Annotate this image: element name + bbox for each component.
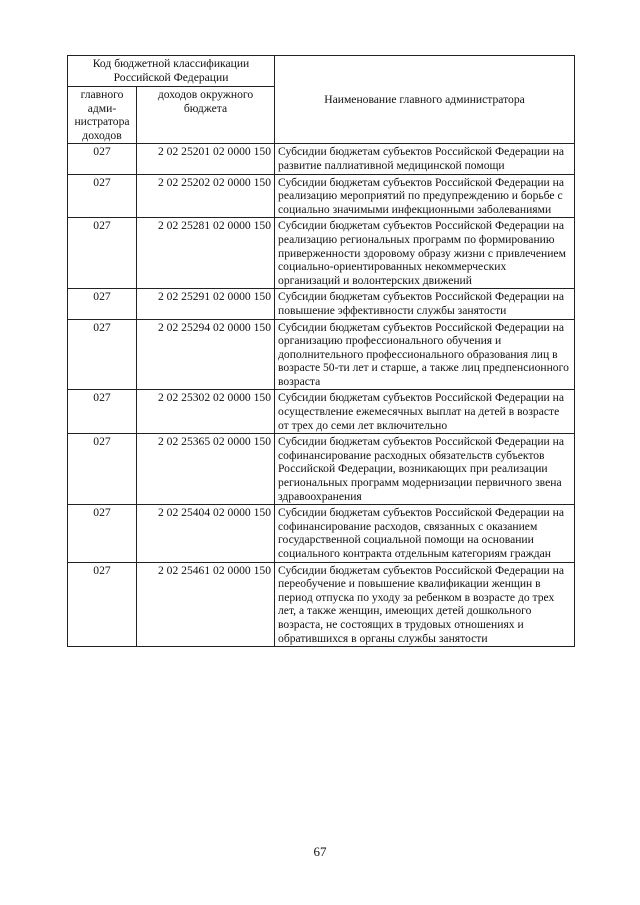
income-code-cell: 2 02 25294 02 0000 150 [137, 319, 275, 390]
table-row [68, 390, 575, 434]
income-code-cell: 2 02 25404 02 0000 150 [137, 505, 275, 562]
admin-code-cell: 027 [68, 434, 137, 505]
header-row-group [68, 56, 575, 87]
header-name-column: Наименование главного администратора [275, 56, 575, 144]
administrator-name-cell: Субсидии бюджетам субъектов Российской Федерации на реализацию региональных программ по формированию приверженности здоровому образу жизни с привлечением социально-ориентированных некоммерческих организаций и волонтерских движений [275, 218, 575, 289]
table-row [68, 144, 575, 174]
admin-code-cell: 027 [68, 319, 137, 390]
admin-code-cell: 027 [68, 218, 137, 289]
administrator-name-cell: Субсидии бюджетам субъектов Российской Федерации на повышение эффективности службы занятости [275, 289, 575, 319]
table-row [68, 319, 575, 390]
admin-code-cell: 027 [68, 289, 137, 319]
admin-code-cell: 027 [68, 390, 137, 434]
admin-code-cell: 027 [68, 505, 137, 562]
administrator-name-cell: Субсидии бюджетам субъектов Российской Федерации на переобучение и повышение квалификации женщин в период отпуска по уходу за ребенком в возрасте до трех лет, а также женщин, имеющих детей дошкольного возраста, не состоящих в трудовых отношениях и обратившихся в органы службы занятости [275, 562, 575, 647]
header-admin-column: главного адми-нистратора доходов [68, 87, 137, 144]
page-number: 67 [313, 844, 327, 859]
budget-classification-table [67, 55, 575, 647]
table-row [68, 218, 575, 289]
administrator-name-cell: Субсидии бюджетам субъектов Российской Федерации на софинансирование расходов, связанных с оказанием государственной социальной помощи на основании социального контракта отдельным категориям граждан [275, 505, 575, 562]
header-group-label: Код бюджетной классификации Российской Федерации [68, 56, 275, 87]
admin-code-cell: 027 [68, 562, 137, 647]
administrator-name-cell: Субсидии бюджетам субъектов Российской Федерации на осуществление ежемесячных выплат на детей в возрасте от трех до семи лет включительно [275, 390, 575, 434]
table-row [68, 562, 575, 647]
income-code-cell: 2 02 25202 02 0000 150 [137, 174, 275, 218]
administrator-name-cell: Субсидии бюджетам субъектов Российской Федерации на софинансирование расходных обязательств субъектов Российской Федерации, возникающих при реализации региональных программ модернизации первичного звена здравоохранения [275, 434, 575, 505]
table-row [68, 505, 575, 562]
income-code-cell: 2 02 25201 02 0000 150 [137, 144, 275, 174]
admin-code-cell: 027 [68, 174, 137, 218]
income-code-cell: 2 02 25461 02 0000 150 [137, 562, 275, 647]
admin-code-cell: 027 [68, 144, 137, 174]
administrator-name-cell: Субсидии бюджетам субъектов Российской Федерации на развитие паллиативной медицинской помощи [275, 144, 575, 174]
income-code-cell: 2 02 25302 02 0000 150 [137, 390, 275, 434]
income-code-cell: 2 02 25365 02 0000 150 [137, 434, 275, 505]
income-code-cell: 2 02 25281 02 0000 150 [137, 218, 275, 289]
table-row [68, 174, 575, 218]
administrator-name-cell: Субсидии бюджетам субъектов Российской Федерации на реализацию мероприятий по предупреждению и борьбе с социально значимыми инфекционными заболеваниями [275, 174, 575, 218]
table-row [68, 289, 575, 319]
table-row [68, 434, 575, 505]
income-code-cell: 2 02 25291 02 0000 150 [137, 289, 275, 319]
administrator-name-cell: Субсидии бюджетам субъектов Российской Федерации на организацию профессионального обучения и дополнительного профессионального образования лиц в возрасте 50-ти лет и старше, а также лиц предпенсионного возраста [275, 319, 575, 390]
header-income-column: доходов окружного бюджета [137, 87, 275, 144]
